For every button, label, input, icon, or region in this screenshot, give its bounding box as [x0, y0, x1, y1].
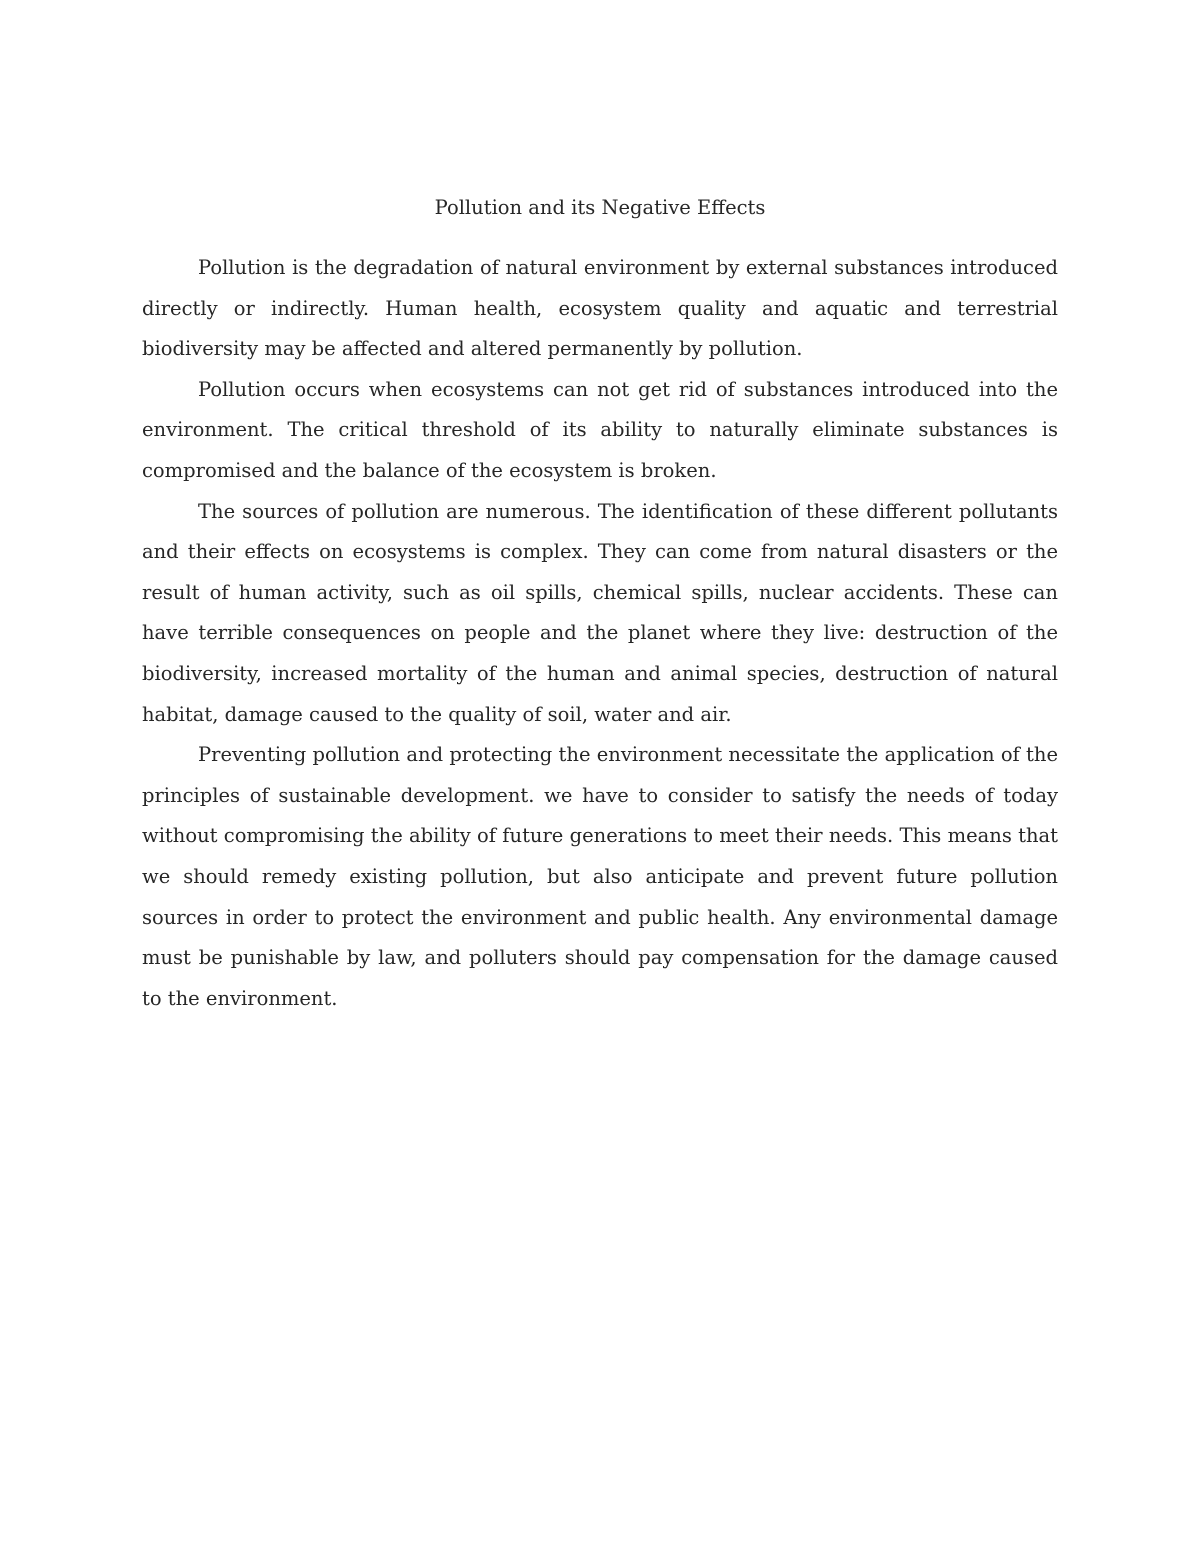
paragraph-prevention: Preventing pollution and protecting the environment necessitate the application of the principles of sustainable development. we have to consider to satisfy the needs of today without compromising the ability of future generations to meet their needs. This means that we should remedy existing pollution, but also anticipate and prevent future pollution sources in order to protect the environment and public health. Any environmental damage must be punishable by law, and polluters should pay compensation for the damage caused to the environment. — [142, 743, 1058, 1010]
paragraph-causes: Pollution occurs when ecosystems can not get rid of substances introduced into the environment. The critical threshold of its ability to naturally eliminate substances is compromised and the balance of the ecosystem is broken. — [142, 377, 1058, 482]
document-title: Pollution and its Negative Effects — [434, 196, 766, 219]
document-body — [142, 190, 1058, 1019]
paragraph-definition: Pollution is the degradation of natural environment by external substances introduced directly or indirectly. Human health, ecosystem quality and aquatic and terrestrial biodiversity may be affected and altered permanently by pollution. — [142, 256, 1058, 361]
paragraph-sources: The sources of pollution are numerous. The identification of these different pollutants and their effects on ecosystems is complex. They can come from natural disasters or the result of human activity, such as oil spills, chemical spills, nuclear accidents. These can have terrible consequences on people and the planet where they live: destruction of the biodiversity, increased mortality of the human and animal species, destruction of natural habitat, damage caused to the quality of soil, water and air. — [142, 499, 1058, 726]
